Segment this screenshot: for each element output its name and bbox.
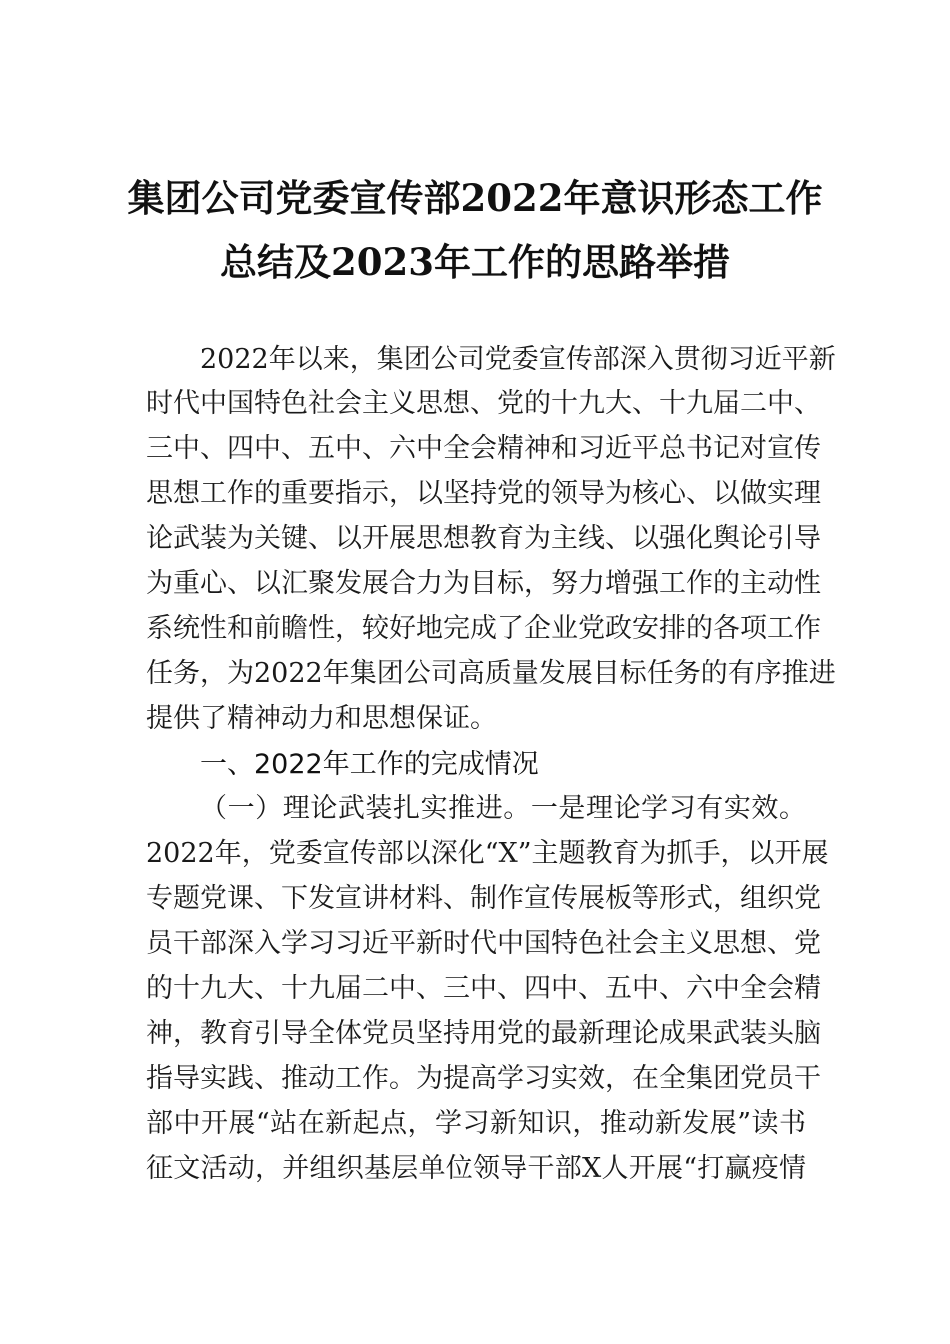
- document-title-line-2: 总结及2023年工作的思路举措: [220, 240, 730, 284]
- paragraph-line: 三中、四中、五中、六中全会精神和习近平总书记对宣传: [146, 433, 821, 464]
- paragraph-line: 征文活动，并组织基层单位领导干部X人开展“打赢疫情: [146, 1153, 806, 1184]
- paragraph-line: 思想工作的重要指示，以坚持党的领导为核心、以做实理: [146, 478, 821, 509]
- paragraph-line: 提供了精神动力和思想保证。: [146, 703, 497, 734]
- paragraph-line: 专题党课、下发宣讲材料、制作宣传展板等形式，组织党: [146, 883, 821, 914]
- paragraph-line: （一）理论武装扎实推进。一是理论学习有实效。: [200, 793, 806, 824]
- paragraph-line: 2022年以来，集团公司党委宣传部深入贯彻习近平新: [200, 344, 836, 375]
- paragraph-line: 的十九大、十九届二中、三中、四中、五中、六中全会精: [146, 973, 821, 1004]
- section-heading: 一、2022年工作的完成情况: [200, 749, 539, 780]
- paragraph-line: 指导实践、推动工作。为提高学习实效，在全集团党员干: [146, 1063, 821, 1094]
- paragraph-line: 2022年，党委宣传部以深化“X”主题教育为抓手，以开展: [146, 838, 829, 869]
- paragraph-line: 系统性和前瞻性，较好地完成了企业党政安排的各项工作: [146, 613, 821, 644]
- paragraph-line: 员干部深入学习习近平新时代中国特色社会主义思想、党: [146, 928, 821, 959]
- paragraph-line: 神，教育引导全体党员坚持用党的最新理论成果武装头脑: [146, 1018, 821, 1049]
- paragraph-line: 为重心、以汇聚发展合力为目标，努力增强工作的主动性: [146, 568, 821, 599]
- paragraph-line: 部中开展“站在新起点，学习新知识，推动新发展”读书: [146, 1108, 806, 1139]
- paragraph-line: 时代中国特色社会主义思想、党的十九大、十九届二中、: [146, 388, 821, 419]
- paragraph-line: 任务，为2022年集团公司高质量发展目标任务的有序推进: [146, 658, 836, 689]
- document-title-line-1: 集团公司党委宣传部2022年意识形态工作: [127, 176, 823, 220]
- paragraph-line: 论武装为关键、以开展思想教育为主线、以强化舆论引导: [146, 523, 821, 554]
